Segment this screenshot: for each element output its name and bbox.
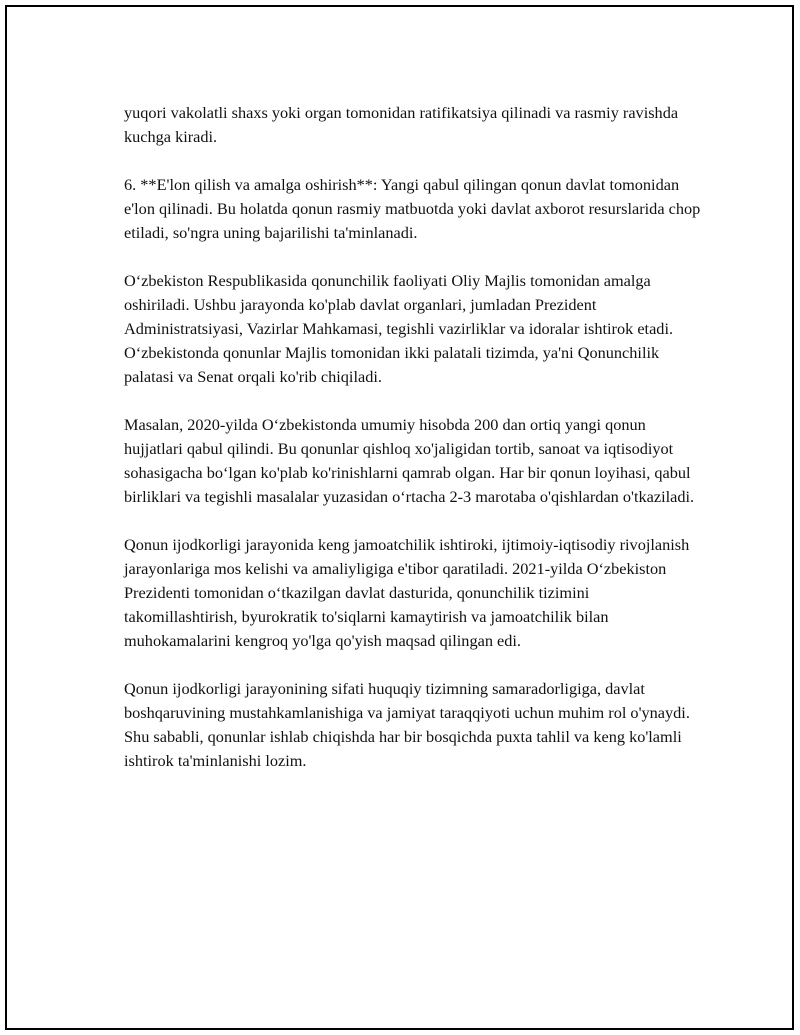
paragraph-conclusion: Qonun ijodkorligi jarayonining sifati huquqiy tizimning samaradorligiga, davlat boshqaruvining mustahkamlanishiga va jamiyat taraqqiyoti uchun muhim rol o'ynaydi. Shu sababli, qonunlar ishlab chiqishda har bir bosqichda puxta tahlil va keng ko'lamli ishtirok ta'minlanishi lozim. (124, 679, 690, 770)
paragraph-ratification-continuation: yuqori vakolatli shaxs yoki organ tomonidan ratifikatsiya qilinadi va rasmiy ravishda kuchga kiradi. (124, 103, 679, 146)
paragraph-legislative-activity: O‘zbekiston Respublikasida qonunchilik faoliyati Oliy Majlis tomonidan amalga oshiriladi. Ushbu jarayonda ko'plab davlat organlari, jumladan Prezident Administratsiyasi, Vazirlar Mahkamasi, tegishli vazirliklar va idoralar ishtirok etadi. O‘zbekistonda qonunlar Majlis tomonidan ikki palatali tizimda, ya'ni Qonunchilik palatasi va Senat orqali ko'rib chiqiladi. (124, 271, 674, 386)
paragraph-publication-step: 6. **E'lon qilish va amalga oshirish**: Yangi qabul qilingan qonun davlat tomonidan e'lon qilinadi. Bu holatda qonun rasmiy matbuotda yoki davlat axborot resurslarida chop etiladi, so'ngra uning bajarilishi ta'minlanadi. (124, 175, 701, 242)
paragraph-public-participation: Qonun ijodkorligi jarayonida keng jamoatchilik ishtiroki, ijtimoiy-iqtisodiy rivojlanish jarayonlariga mos kelishi va amaliyligiga e'tibor qaratiladi. 2021-yilda O‘zbekiston Prezidenti tomonidan o‘tkazilgan davlat dasturida, qonunchilik tizimini takomillashtirish, byurokratik to'siqlarni kamaytirish va jamoatchilik bilan muhokamalarini kengroq yo'lga qo'yish maqsad qilingan edi. (124, 535, 690, 650)
page-frame (5, 5, 794, 1030)
document-body (124, 101, 706, 797)
paragraph-2020-statistics: Masalan, 2020-yilda O‘zbekistonda umumiy hisobda 200 dan ortiq yangi qonun hujjatlari qabul qilindi. Bu qonunlar qishloq xo'jaligidan tortib, sanoat va iqtisodiyot sohasigacha bo‘lgan ko'plab ko'rinishlarni qamrab olgan. Har bir qonun loyihasi, qabul birliklari va tegishli masalalar yuzasidan o‘rtacha 2-3 marotaba o'qishlardan o'tkaziladi. (124, 415, 695, 506)
